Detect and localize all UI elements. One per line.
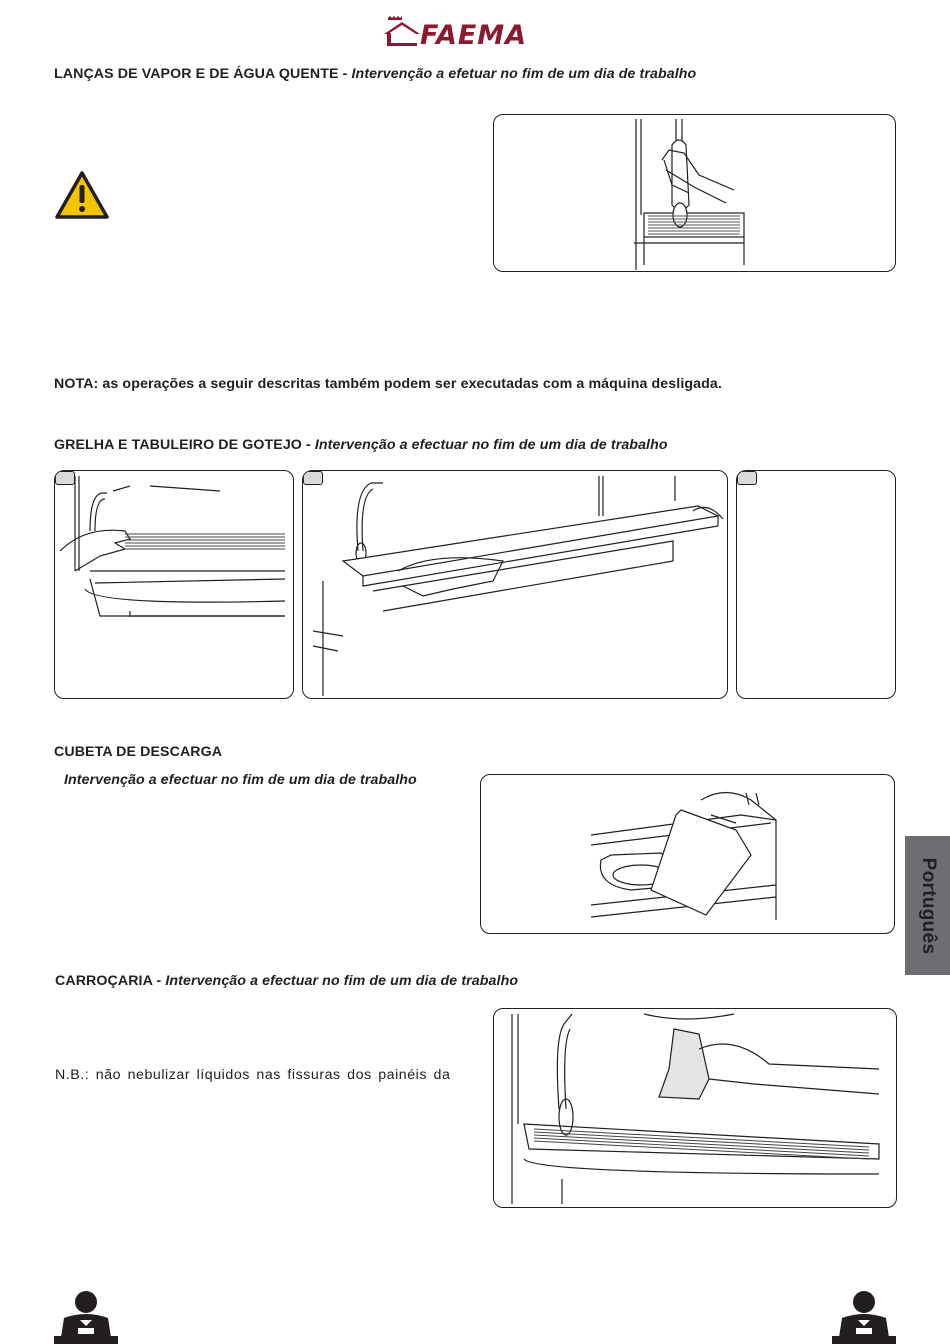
barista-icon-left (54, 1288, 118, 1344)
bodywork-heading (55, 973, 518, 989)
barista-icon-right (832, 1288, 896, 1344)
steam-wands-subtitle: Intervenção a efetuar no fim de um dia de trabalho (351, 66, 697, 82)
figure-bodywork (493, 1008, 897, 1208)
grill-tray-title: GRELHA E TABULEIRO DE GOTEJO - (54, 437, 315, 453)
drain-basin-subtitle: Intervenção a efectuar no fim de um dia de trabalho (64, 772, 417, 788)
figure-grill-step-3 (736, 470, 896, 699)
language-tab[interactable] (905, 836, 950, 975)
figure-tag-2 (303, 471, 323, 485)
note-text: NOTA: as operações a seguir descritas também podem ser executadas com a máquina desligada. (54, 376, 722, 392)
faema-logo (384, 16, 568, 50)
logo-house-icon (384, 16, 420, 48)
grill-tray-heading (54, 437, 668, 453)
figure-tag-3 (737, 471, 757, 485)
figure-tag-1 (55, 471, 75, 485)
steam-wands-heading (54, 66, 696, 82)
warning-triangle-icon (54, 170, 110, 220)
bodywork-note: N.B.: não nebulizar líquidos nas fissuras dos painéis da (55, 1067, 451, 1083)
figure-grill-step-1 (54, 470, 294, 699)
drain-basin-title: CUBETA DE DESCARGA (54, 744, 223, 760)
bodywork-subtitle: Intervenção a efectuar no fim de um dia de trabalho (165, 973, 519, 989)
grill-tray-subtitle: Intervenção a efectuar no fim de um dia de trabalho (314, 437, 668, 453)
steam-wands-title: LANÇAS DE VAPOR E DE ÁGUA QUENTE - (54, 66, 352, 82)
logo-text: FAEMA (420, 20, 528, 51)
bodywork-title: CARROÇARIA - (55, 973, 166, 989)
language-tab-label: Português (917, 857, 939, 954)
figure-steam-wand (493, 114, 896, 272)
figure-drain-basin (480, 774, 895, 934)
figure-grill-step-2 (302, 470, 728, 699)
